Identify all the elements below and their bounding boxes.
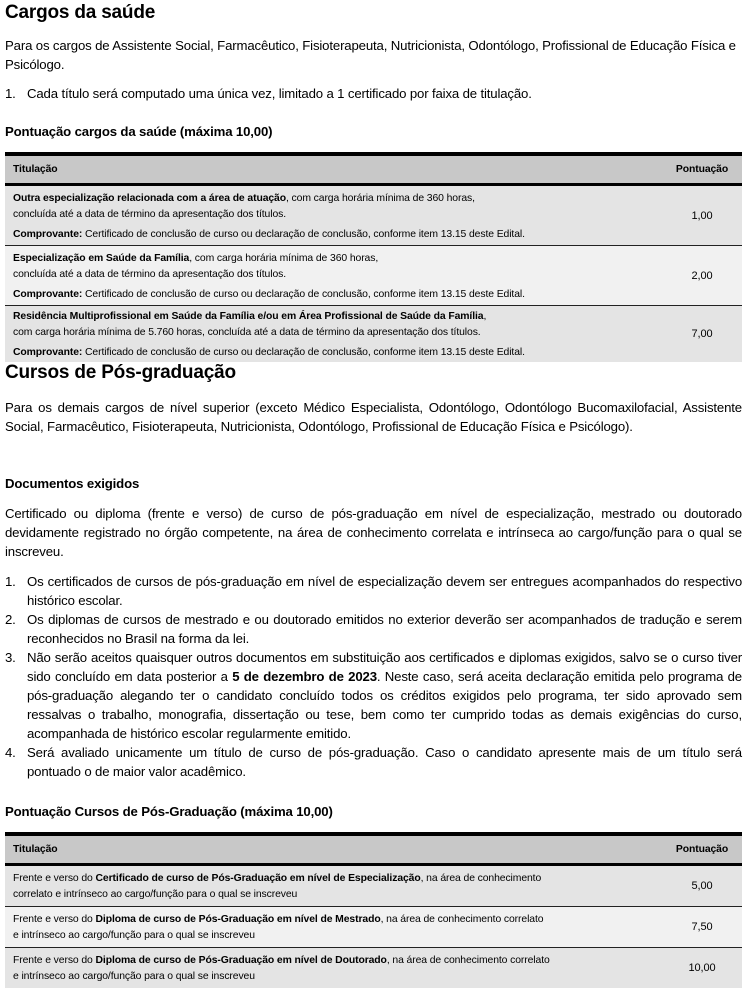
table-row: Outra especialização relacionada com a área de atuação, com carga horária mínima de 360 horas, concluída até a data de término da apresentação dos títulos. Comprovante: Certificado de conclusão de curso ou declaração de conclusão, conforme item 13.15 deste Edital. 1,00 [5,186,742,246]
table-header [5,156,742,186]
list-item: 1. Os certificados de cursos de pós-graduação em nível de especialização devem ser entregues acompanhados do respectivo histórico escolar. [5,574,742,608]
docs-text: Certificado ou diploma (frente e verso) de curso de pós-graduação em nível de especialização, mestrado ou doutorado devidamente registrado no órgão competente, na área de conhecimento correlata e intrínseca ao cargo/função para o qual se inscreveu. [5,506,742,559]
score: 7,00 [691,328,713,340]
score: 5,00 [691,880,713,892]
table-row: Frente e verso do Diploma de curso de Pós-Graduação em nível de Doutorado, na área de conhecimento correlato e intrínseco ao cargo/função para o qual se inscreveu 10,00 [5,948,742,988]
list-item: 1. Cada título será computado uma única vez, limitado a 1 certificado por faixa de titulação. [5,86,532,101]
col-header-pontuacao: Pontuação [675,844,729,855]
score: 7,50 [691,921,713,933]
list-item: 3. Não serão aceitos quaisquer outros documentos em substituição aos certificados e diplomas exigidos, salvo se o curso tiver sido concluído em data posterior a 5 de dezembro de 2023. Neste caso, será aceita declaração emitida pelo programa de pós-graduação alegando ter o candidato concluído todos os créditos exigidos pelo programa, ter sido aprovado sem ressalvas o trabalho, monografia, dissertação ou tese, bem como ter cumprido todas as demais exigências do curso, acompanhada de histórico escolar regularmente emitido. [5,650,742,741]
table-row: Frente e verso do Diploma de curso de Pós-Graduação em nível de Mestrado, na área de conhecimento correlato e intrínseco ao cargo/função para o qual se inscreveu 7,50 [5,907,742,948]
table-row: Residência Multiprofissional em Saúde da Família e/ou em Área Profissional de Saúde da Família, com carga horária mínima de 5.760 horas, concluída até a data de término da apresentação dos títulos. Comprovante: Certificado de conclusão de curso ou declaração de conclusão, conforme item 13.15 deste Edital. 7,00 [5,306,742,362]
col-header-titulacao: Titulação [13,164,58,175]
table-title: Pontuação Cursos de Pós-Graduação (máxima 10,00) [5,804,333,819]
list-item: 2. Os diplomas de cursos de mestrado e ou doutorado emitidos no exterior deverão ser acompanhados de tradução e serem reconhecidos no Brasil na forma da lei. [5,612,742,646]
table-title: Pontuação cargos da saúde (máxima 10,00) [5,124,273,139]
score: 2,00 [691,269,713,282]
docs-title: Documentos exigidos [5,476,140,491]
rules-list [5,84,742,103]
col-header-titulacao: Titulação [13,844,58,855]
col-header-pontuacao: Pontuação [675,164,729,175]
requirements-list [5,572,742,781]
score: 1,00 [691,209,713,222]
list-item: 4. Será avaliado unicamente um título de curso de pós-graduação. Caso o candidato apresente mais de um título será pontuado o de maior valor acadêmico. [5,745,742,779]
scoring-table-saude [5,152,742,362]
table-row: Especialização em Saúde da Família, com carga horária mínima de 360 horas, concluída até a data de término da apresentação dos títulos. Comprovante: Certificado de conclusão de curso ou declaração de conclusão, conforme item 13.15 deste Edital. 2,00 [5,246,742,306]
section-title-pos-graduacao: Cursos de Pós-graduação [0,362,748,384]
score: 10,00 [688,962,716,974]
section-title-cargos-saude: Cargos da saúde [5,2,156,23]
section-intro: Para os demais cargos de nível superior (exceto Médico Especialista, Odontólogo, Odontólogo Bucomaxilofacial, Assistente Social, Farmacêutico, Fisioterapeuta, Nutricionista, Odontólogo, Profissional de Educação Física e Psicólogo). [5,400,742,434]
table-row: Frente e verso do Certificado de curso de Pós-Graduação em nível de Especialização, na área de conhecimento correlato e intrínseco ao cargo/função para o qual se inscreveu 5,00 [5,866,742,907]
scoring-table-pos-graduacao [5,832,742,988]
table-header [5,836,742,866]
section-intro: Para os cargos de Assistente Social, Farmacêutico, Fisioterapeuta, Nutricionista, Odontólogo, Profissional de Educação Física e Psicólogo. [5,38,736,72]
